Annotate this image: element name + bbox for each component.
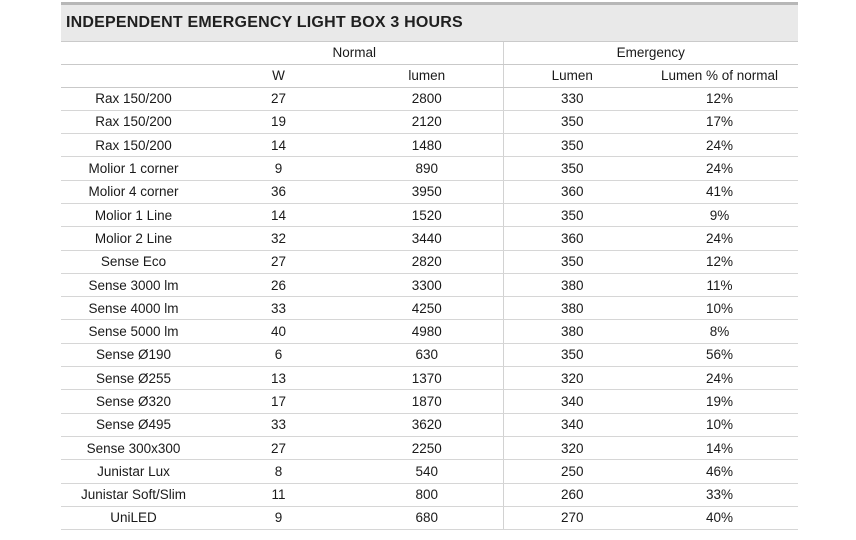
table-header — [61, 42, 798, 87]
table-row — [61, 460, 798, 483]
page-title: INDEPENDENT EMERGENCY LIGHT BOX 3 HOURS — [61, 2, 798, 42]
product-name-cell: Junistar Soft/Slim — [61, 483, 206, 506]
table-row — [61, 134, 798, 157]
lumen-percent-cell: 24% — [641, 134, 798, 157]
emergency-lumen-cell: 340 — [503, 390, 641, 413]
lumen-percent-cell: 46% — [641, 460, 798, 483]
col-header-lumen: lumen — [351, 64, 503, 87]
product-name-cell: Molior 1 corner — [61, 157, 206, 180]
emergency-lumen-cell: 320 — [503, 436, 641, 459]
lumen-cell: 1480 — [351, 134, 503, 157]
lumen-cell: 2120 — [351, 110, 503, 133]
watt-cell: 27 — [206, 87, 351, 110]
luminaire-spec-sheet — [61, 2, 798, 530]
lumen-cell: 3300 — [351, 273, 503, 296]
emergency-lumen-cell: 380 — [503, 297, 641, 320]
watt-cell: 27 — [206, 436, 351, 459]
table-row — [61, 390, 798, 413]
watt-cell: 36 — [206, 180, 351, 203]
lumen-cell: 2250 — [351, 436, 503, 459]
lumen-percent-cell: 14% — [641, 436, 798, 459]
table-row — [61, 180, 798, 203]
product-name-cell: Sense 3000 lm — [61, 273, 206, 296]
column-header-row — [61, 64, 798, 87]
watt-cell: 19 — [206, 110, 351, 133]
product-name-cell: Sense Ø255 — [61, 367, 206, 390]
emergency-light-table — [61, 42, 798, 530]
group-header-emergency: Emergency — [503, 42, 798, 64]
lumen-percent-cell: 24% — [641, 157, 798, 180]
emergency-lumen-cell: 360 — [503, 227, 641, 250]
lumen-percent-cell: 11% — [641, 273, 798, 296]
lumen-percent-cell: 10% — [641, 297, 798, 320]
lumen-percent-cell: 12% — [641, 87, 798, 110]
emergency-lumen-cell: 320 — [503, 367, 641, 390]
product-name-cell: UniLED — [61, 506, 206, 529]
table-row — [61, 297, 798, 320]
emergency-lumen-cell: 340 — [503, 413, 641, 436]
lumen-cell: 3950 — [351, 180, 503, 203]
lumen-percent-cell: 33% — [641, 483, 798, 506]
emergency-lumen-cell: 330 — [503, 87, 641, 110]
lumen-percent-cell: 24% — [641, 367, 798, 390]
col-header-product — [61, 64, 206, 87]
col-header-lumen-percent: Lumen % of normal — [641, 64, 798, 87]
lumen-percent-cell: 40% — [641, 506, 798, 529]
lumen-percent-cell: 8% — [641, 320, 798, 343]
table-body — [61, 87, 798, 530]
emergency-lumen-cell: 350 — [503, 134, 641, 157]
watt-cell: 13 — [206, 367, 351, 390]
lumen-cell: 2820 — [351, 250, 503, 273]
watt-cell: 17 — [206, 390, 351, 413]
emergency-lumen-cell: 350 — [503, 157, 641, 180]
watt-cell: 9 — [206, 157, 351, 180]
table-row — [61, 506, 798, 529]
watt-cell: 40 — [206, 320, 351, 343]
product-name-cell: Junistar Lux — [61, 460, 206, 483]
lumen-cell: 4980 — [351, 320, 503, 343]
watt-cell: 33 — [206, 413, 351, 436]
group-header-row — [61, 42, 798, 64]
table-row — [61, 367, 798, 390]
product-name-cell: Molior 2 Line — [61, 227, 206, 250]
lumen-cell: 540 — [351, 460, 503, 483]
watt-cell: 6 — [206, 343, 351, 366]
lumen-cell: 1370 — [351, 367, 503, 390]
table-row — [61, 320, 798, 343]
emergency-lumen-cell: 260 — [503, 483, 641, 506]
watt-cell: 26 — [206, 273, 351, 296]
table-row — [61, 483, 798, 506]
table-row — [61, 227, 798, 250]
lumen-percent-cell: 9% — [641, 203, 798, 226]
table-row — [61, 203, 798, 226]
lumen-percent-cell: 17% — [641, 110, 798, 133]
lumen-cell: 630 — [351, 343, 503, 366]
watt-cell: 8 — [206, 460, 351, 483]
lumen-cell: 1870 — [351, 390, 503, 413]
watt-cell: 32 — [206, 227, 351, 250]
table-row — [61, 273, 798, 296]
emergency-lumen-cell: 250 — [503, 460, 641, 483]
watt-cell: 33 — [206, 297, 351, 320]
product-name-cell: Rax 150/200 — [61, 134, 206, 157]
lumen-cell: 680 — [351, 506, 503, 529]
product-name-cell: Molior 4 corner — [61, 180, 206, 203]
emergency-lumen-cell: 350 — [503, 110, 641, 133]
emergency-lumen-cell: 350 — [503, 343, 641, 366]
emergency-lumen-cell: 380 — [503, 320, 641, 343]
emergency-lumen-cell: 270 — [503, 506, 641, 529]
lumen-percent-cell: 24% — [641, 227, 798, 250]
product-name-cell: Molior 1 Line — [61, 203, 206, 226]
product-name-cell: Sense Ø495 — [61, 413, 206, 436]
table-row — [61, 250, 798, 273]
emergency-lumen-cell: 380 — [503, 273, 641, 296]
lumen-cell: 3620 — [351, 413, 503, 436]
lumen-percent-cell: 56% — [641, 343, 798, 366]
product-name-cell: Sense Ø320 — [61, 390, 206, 413]
watt-cell: 11 — [206, 483, 351, 506]
lumen-cell: 2800 — [351, 87, 503, 110]
watt-cell: 14 — [206, 203, 351, 226]
table-row — [61, 343, 798, 366]
lumen-cell: 3440 — [351, 227, 503, 250]
product-name-cell: Sense Eco — [61, 250, 206, 273]
product-name-cell: Rax 150/200 — [61, 87, 206, 110]
watt-cell: 27 — [206, 250, 351, 273]
lumen-cell: 4250 — [351, 297, 503, 320]
col-header-emergency-lumen: Lumen — [503, 64, 641, 87]
lumen-cell: 800 — [351, 483, 503, 506]
table-row — [61, 110, 798, 133]
lumen-cell: 890 — [351, 157, 503, 180]
lumen-percent-cell: 19% — [641, 390, 798, 413]
group-header-normal: Normal — [206, 42, 503, 64]
product-name-cell: Sense Ø190 — [61, 343, 206, 366]
product-name-cell: Rax 150/200 — [61, 110, 206, 133]
table-row — [61, 87, 798, 110]
lumen-percent-cell: 12% — [641, 250, 798, 273]
col-header-watt: W — [206, 64, 351, 87]
table-row — [61, 436, 798, 459]
product-name-cell: Sense 5000 lm — [61, 320, 206, 343]
lumen-percent-cell: 10% — [641, 413, 798, 436]
watt-cell: 9 — [206, 506, 351, 529]
table-row — [61, 413, 798, 436]
lumen-cell: 1520 — [351, 203, 503, 226]
watt-cell: 14 — [206, 134, 351, 157]
table-row — [61, 157, 798, 180]
group-header-spacer — [61, 42, 206, 64]
product-name-cell: Sense 300x300 — [61, 436, 206, 459]
emergency-lumen-cell: 360 — [503, 180, 641, 203]
emergency-lumen-cell: 350 — [503, 203, 641, 226]
emergency-lumen-cell: 350 — [503, 250, 641, 273]
product-name-cell: Sense 4000 lm — [61, 297, 206, 320]
lumen-percent-cell: 41% — [641, 180, 798, 203]
